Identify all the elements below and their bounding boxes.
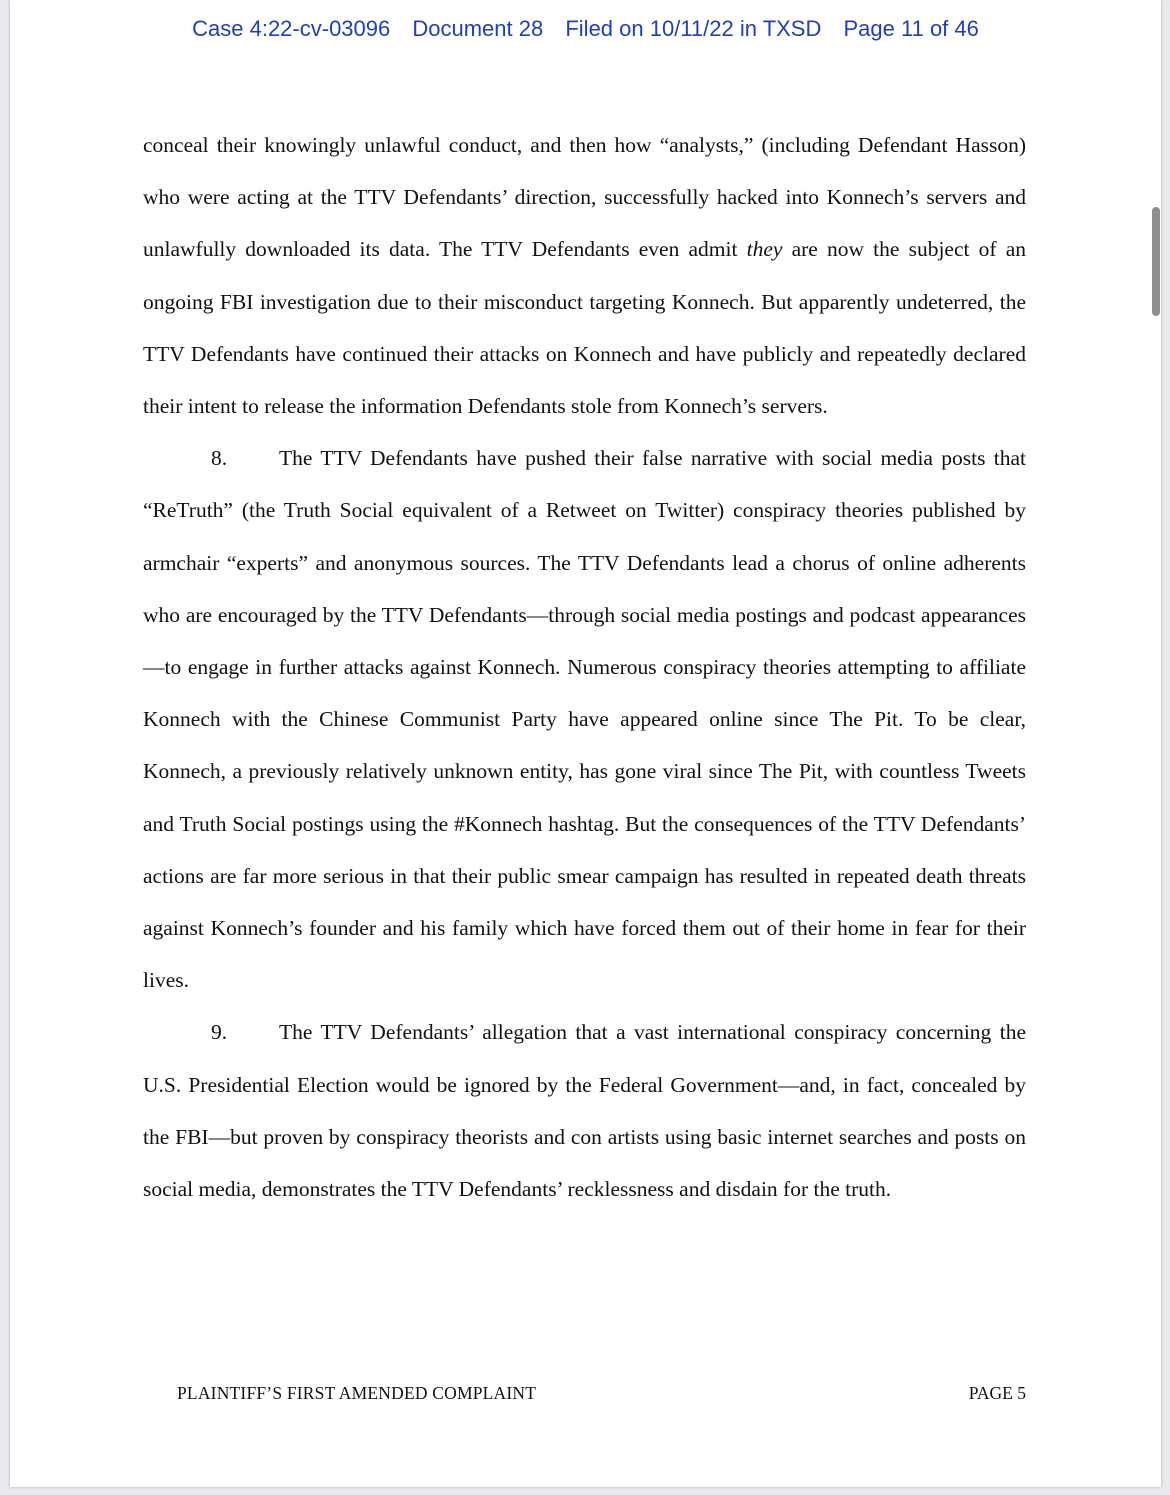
footer-page-number: PAGE 5 <box>968 1383 1026 1403</box>
document-page <box>10 0 1161 1487</box>
paragraph-text: The TTV Defendants have pushed their false narrative with social media posts that “ReTruth” (the Truth Social equivalent of a Retweet on Twitter) conspiracy theories published by armchair “experts” and anonymous sources. The TTV Defendants lead a chorus of online adherents who are encouraged by the TTV Defendants—through social media postings and podcast appearances—to engage in further attacks against Konnech. Numerous conspiracy theories attempting to affiliate Konnech with the Chinese Communist Party have appeared online since The Pit. To be clear, Konnech, a previously relatively unknown entity, has gone viral since The Pit, with countless Tweets and Truth Social postings using the #Konnech hashtag. But the consequences of the TTV Defendants’ actions are far more serious in that their public smear campaign has resulted in repeated death threats against Konnech’s founder and his family which have forced them out of their home in fear for their lives. <box>143 446 1026 993</box>
paragraph-number: 8. <box>211 446 228 471</box>
document-body <box>143 119 1026 1215</box>
filed-date: Filed on 10/11/22 in TXSD <box>565 16 822 41</box>
continuation-paragraph <box>143 119 1026 432</box>
case-number: Case 4:22-cv-03096 <box>192 16 391 41</box>
document-number: Document 28 <box>412 16 544 41</box>
continuation-text-start: conceal their knowingly unlawful conduct, and then how “analysts,” (including Defendant Hasson) who were acting at the TTV Defendants’ direction, successfully hacked into Konnech’s servers and unlawfully downloaded its data. The TTV Defendants even admit <box>143 133 1026 262</box>
paragraph-8 <box>143 432 1026 1006</box>
footer-document-title: PLAINTIFF’S FIRST AMENDED COMPLAINT <box>177 1383 537 1403</box>
page-count: Page 11 of 46 <box>843 16 979 41</box>
paragraph-text: The TTV Defendants’ allegation that a vast international conspiracy concerning the U.S. Presidential Election would be ignored by the Federal Government—and, in fact, concealed by the FBI—but proven by conspiracy theorists and con artists using basic internet searches and posts on social media, demonstrates the TTV Defendants’ recklessness and disdain for the truth. <box>143 1020 1026 1202</box>
continuation-text-end: are now the subject of an ongoing FBI investigation due to their misconduct targeting Konnech. But apparently undeterred, the TTV Defendants have continued their attacks on Konnech and have publicly and repeatedly declared their intent to release the information Defendants stole from Konnech’s servers. <box>143 237 1026 419</box>
court-filing-header <box>10 16 1161 42</box>
paragraph-9 <box>143 1006 1026 1215</box>
emphasis-they: they <box>746 237 783 262</box>
vertical-scrollbar-thumb[interactable] <box>1152 207 1160 316</box>
paragraph-number: 9. <box>211 1020 228 1045</box>
